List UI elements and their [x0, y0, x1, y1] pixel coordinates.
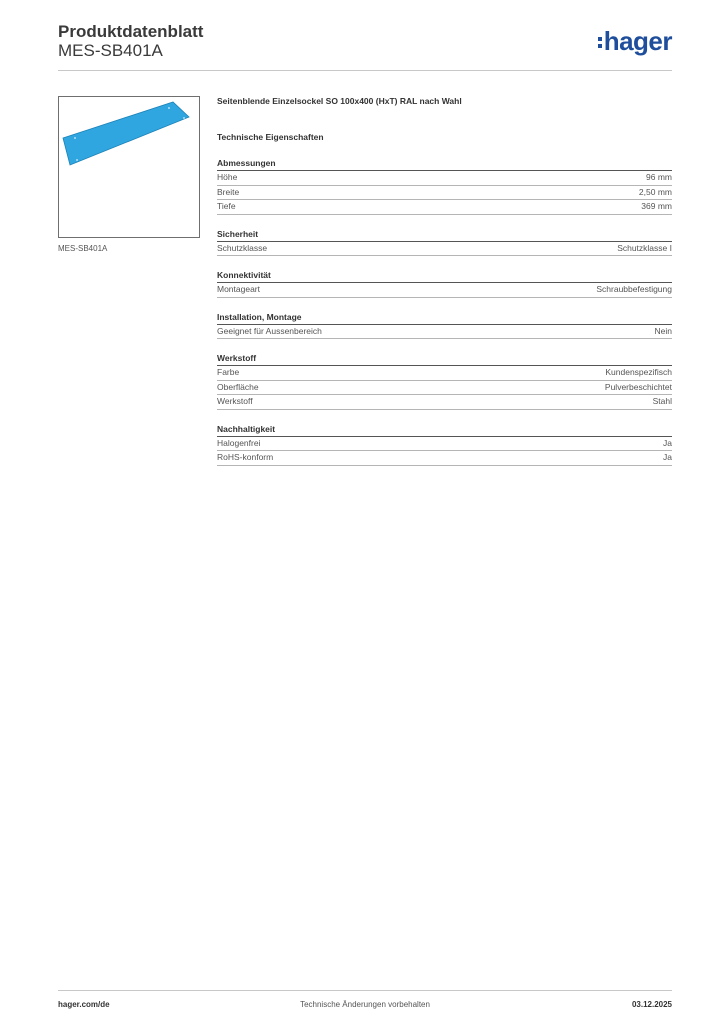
section-title: Werkstoff [217, 353, 672, 366]
footer-website: hager.com/de [58, 1000, 110, 1009]
logo-text: hager [603, 26, 672, 56]
spec-row [217, 325, 672, 340]
footer-notice: Technische Änderungen vorbehalten [300, 1000, 430, 1009]
footer-date: 03.12.2025 [631, 1000, 672, 1009]
spec-value: Pulverbeschichtet [604, 381, 672, 392]
product-description: Seitenblende Einzelsockel SO 100x400 (HxT) RAL nach Wahl [217, 96, 462, 106]
spec-section [217, 229, 672, 257]
section-title: Konnektivität [217, 270, 672, 283]
logo-dots-icon [598, 37, 602, 48]
spec-section [217, 424, 672, 466]
spec-value: 96 mm [646, 172, 672, 182]
spec-row [217, 437, 672, 452]
page-footer [58, 990, 672, 1019]
page-header [58, 20, 672, 71]
spec-label: Farbe [217, 367, 240, 377]
spec-label: Geeignet für Aussenbereich [217, 325, 322, 336]
spec-label: Werkstoff [217, 396, 253, 406]
section-title: Sicherheit [217, 229, 672, 242]
spec-row [217, 366, 672, 381]
spec-value: Ja [663, 452, 672, 462]
hager-logo [598, 28, 672, 54]
spec-row [217, 283, 672, 298]
spec-row [217, 381, 672, 396]
spec-row [217, 451, 672, 466]
spec-section [217, 270, 672, 298]
product-image [58, 96, 200, 238]
section-title: Abmessungen [217, 158, 672, 171]
spec-row [217, 186, 672, 201]
spec-section [217, 312, 672, 340]
spec-label: Tiefe [217, 201, 236, 211]
spec-value: Stahl [652, 396, 672, 406]
image-caption: MES-SB401A [58, 244, 108, 253]
spec-label: Höhe [217, 172, 238, 182]
spec-row [217, 395, 672, 410]
spec-label: Montageart [217, 284, 260, 294]
spec-value: 369 mm [641, 201, 672, 211]
spec-row [217, 200, 672, 215]
document-subtitle: MES-SB401A [58, 41, 163, 60]
spec-value: 2,50 mm [638, 186, 672, 197]
document-title: Produktdatenblatt [58, 22, 204, 41]
spec-sections [217, 158, 672, 466]
spec-label: Schutzklasse [217, 242, 268, 253]
side-panel-shape [63, 102, 189, 165]
spec-label: RoHS-konform [217, 452, 274, 462]
spec-value: Schutzklasse I [617, 242, 672, 253]
spec-value: Kundenspezifisch [605, 367, 672, 377]
spec-value: Ja [663, 437, 672, 448]
spec-row [217, 171, 672, 186]
spec-section [217, 353, 672, 410]
specifications [217, 96, 672, 466]
spec-label: Breite [217, 186, 240, 197]
technical-properties-heading: Technische Eigenschaften [217, 132, 324, 142]
spec-value: Nein [654, 325, 672, 336]
side-panel-illustration [59, 97, 199, 237]
section-title: Nachhaltigkeit [217, 424, 672, 437]
spec-value: Schraubbefestigung [596, 284, 672, 294]
spec-label: Halogenfrei [217, 437, 261, 448]
section-title: Installation, Montage [217, 312, 672, 325]
spec-label: Oberfläche [217, 381, 259, 392]
spec-row [217, 242, 672, 257]
spec-section [217, 158, 672, 215]
